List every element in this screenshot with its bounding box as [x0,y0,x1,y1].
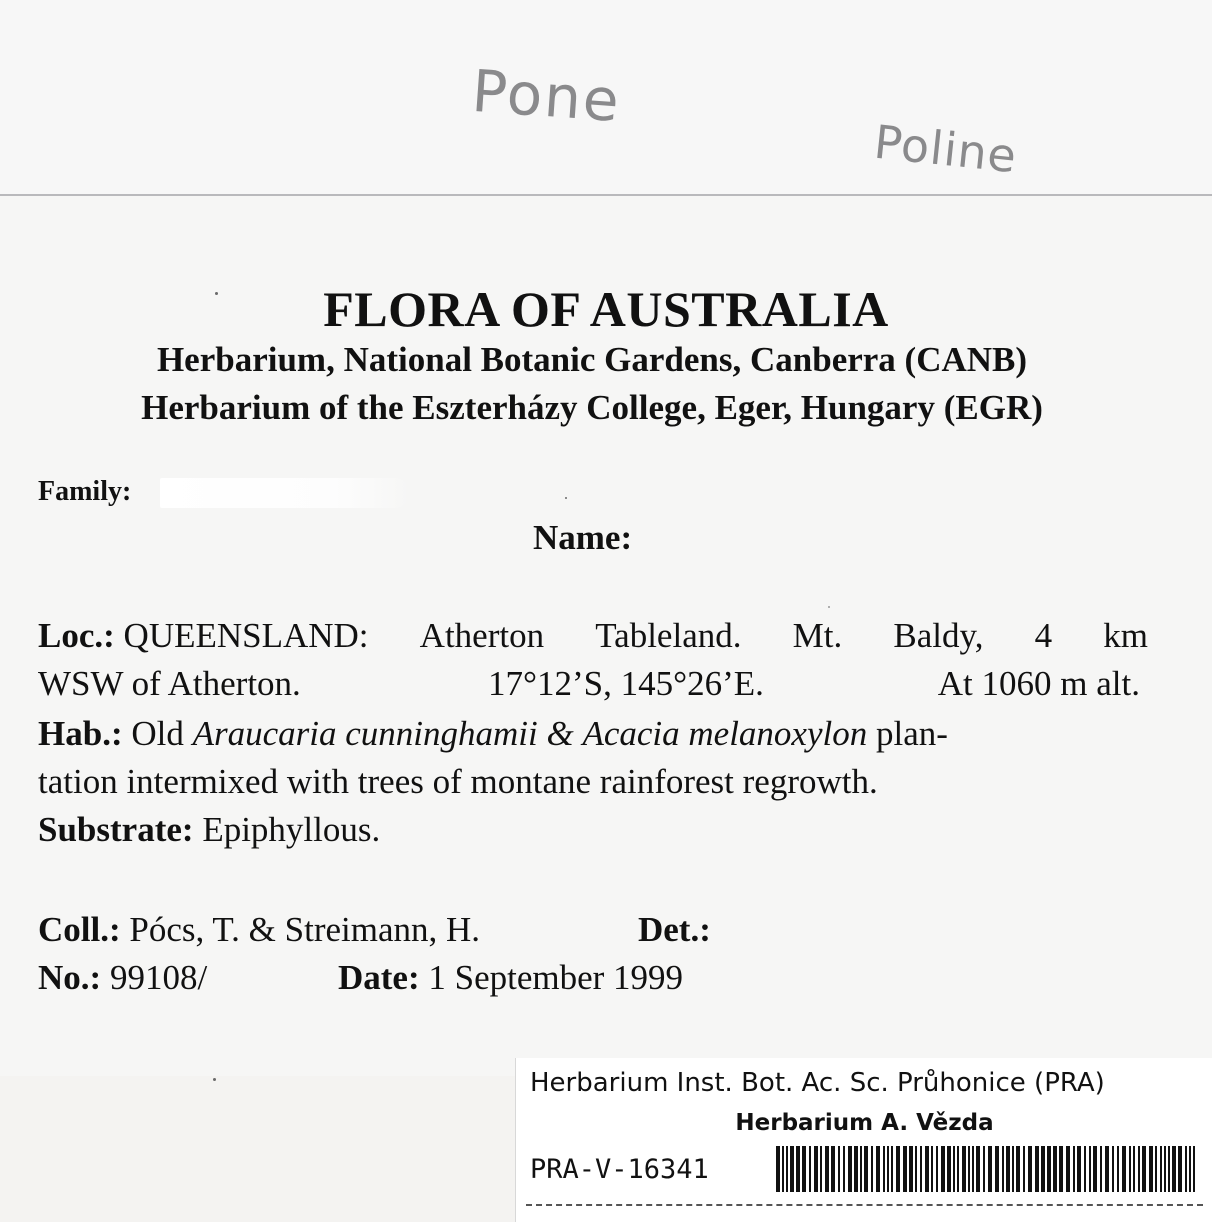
barcode-bar [962,1146,966,1192]
collector-line [38,910,711,950]
barcode-bar [1122,1146,1126,1192]
loc-word: Tableland. [595,616,742,655]
barcode-bar [1178,1146,1182,1192]
barcode-bar [1149,1146,1153,1192]
barcode-bar [909,1146,913,1192]
barcode-bar [876,1146,880,1192]
hab-species-1: Araucaria cunninghamii [192,714,538,753]
barcode-bar [891,1146,893,1192]
loc-word: Mt. [792,616,843,655]
no-label: No.: [38,958,102,997]
barcode-bar [1053,1146,1057,1192]
habitat-line-1 [38,714,1148,754]
barcode-bar [790,1146,794,1192]
speck [828,606,830,608]
barcode-bar [896,1146,900,1192]
barcode-bar [1189,1146,1191,1192]
hab-species-2: Acacia melanoxylon [582,714,868,753]
barcode-bar [925,1146,929,1192]
barcode-bar [1023,1146,1025,1192]
substrate-label: Substrate: [38,810,194,849]
date-group [338,958,683,998]
barcode-bar [838,1146,840,1192]
locality-altitude: At 1060 m alt. [937,664,1140,703]
barcode-bar [1172,1146,1176,1192]
hab-ampersand: & [546,714,574,753]
speck [565,497,567,499]
barcode-bar [1041,1146,1045,1192]
barcode-bar [983,1146,985,1192]
date-label: Date: [338,958,420,997]
barcode-bar [972,1146,974,1192]
barcode-bar [796,1146,800,1192]
barcode-bar [1016,1146,1020,1192]
barcode-bar [1133,1146,1135,1192]
barcode-bar [1185,1146,1187,1192]
barcode-bar [968,1146,970,1192]
barcode-bar [831,1146,835,1192]
barcode-bar [1059,1146,1063,1192]
barcode-bar [820,1146,822,1192]
barcode-bar [1089,1146,1091,1192]
barcode-bar [915,1146,917,1192]
locality-place: WSW of Atherton. [38,664,301,703]
barcode-bar [854,1146,858,1192]
barcode-bar [1084,1146,1086,1192]
habitat-line-2: tation intermixed with trees of montane rainforest regrowth. [38,762,878,801]
barcode-bar [1100,1146,1102,1192]
barcode-bar [988,1146,992,1192]
hab-text: Old [131,714,184,753]
barcode-bar [809,1146,811,1192]
institution-line-1: Herbarium, National Botanic Gardens, Canberra (CANB) [156,340,1028,379]
coll-value: Pócs, T. & Streimann, H. [129,910,481,949]
loc-word: 4 [1034,616,1053,655]
barcode-bar [1012,1146,1014,1192]
barcode-bar [1073,1146,1075,1192]
barcode-bar [871,1146,873,1192]
substrate-line [38,810,380,850]
barcode-bar [1112,1146,1114,1192]
barcode-bar [1155,1146,1157,1192]
pra-specimen-id: PRA-V-16341 [530,1154,709,1185]
loc-word: Baldy, [893,616,984,655]
barcode-bar [941,1146,945,1192]
barcode-bar [860,1146,862,1192]
hab-label: Hab.: [38,714,123,753]
barcode-bar [1117,1146,1119,1192]
family-label: Family: [38,476,132,507]
no-value: 99108/ [109,958,208,997]
number-line [38,958,684,998]
barcode-bar [1002,1146,1004,1192]
barcode-bar [864,1146,868,1192]
barcode-bar [931,1146,933,1192]
barcode-bar [825,1146,829,1192]
name-label: Name: [533,518,633,557]
barcode-bar [1093,1146,1097,1192]
barcode-bar [957,1146,959,1192]
barcode-bar [843,1146,845,1192]
pra-institution: Herbarium Inst. Bot. Ac. Sc. Průhonice (PRA) [530,1068,1105,1098]
barcode-bar [1129,1146,1131,1192]
loc-label: Loc.: [38,616,115,655]
barcode-bar [1047,1146,1051,1192]
pra-collection: Herbarium A. Vězda [735,1110,994,1136]
barcode-bar [814,1146,818,1192]
barcode-bar [1142,1146,1146,1192]
barcode-bar [1006,1146,1010,1192]
label-title: FLORA OF AUSTRALIA [323,281,889,337]
pencil-annotation-1: Pone [469,56,624,136]
pencil-annotation-2: Poline [871,114,1020,184]
barcode-bar [1168,1146,1170,1192]
family-erased-field [160,478,410,508]
coll-label: Coll.: [38,910,121,949]
barcode-bar [1193,1146,1195,1192]
barcode-bar [802,1146,806,1192]
substrate-value: Epiphyllous. [202,810,381,849]
barcode-bar [903,1146,907,1192]
barcode-bar [1077,1146,1081,1192]
barcode-bar [947,1146,951,1192]
locality-coordinates: 17°12’S, 145°26’E. [488,664,764,703]
hab-text-end: plan- [875,714,948,753]
loc-word: Atherton [419,616,545,655]
cut-line [526,1204,1203,1206]
barcode-bar [953,1146,955,1192]
barcode-bar [920,1146,922,1192]
barcode-bar [887,1146,889,1192]
det-label: Det.: [638,910,711,949]
barcode-bar [1160,1146,1162,1192]
barcode-bar [1035,1146,1039,1192]
barcode-bar [848,1146,852,1192]
barcode-bar [786,1146,788,1192]
barcode-bar [1066,1146,1070,1192]
speck [213,1078,216,1081]
barcode-bar [883,1146,885,1192]
date-value: 1 September 1999 [428,958,684,997]
barcode-bar [936,1146,938,1192]
pra-barcode-card [515,1058,1212,1222]
barcode-bar [1164,1146,1166,1192]
barcode-bar [1028,1146,1032,1192]
barcode-icon [776,1146,1196,1192]
locality-line-1 [38,616,1148,656]
institution-line-2: Herbarium of the Eszterházy College, Eger, Hungary (EGR) [141,388,1043,427]
barcode-bar [776,1146,780,1192]
barcode-bar [976,1146,980,1192]
loc-word: QUEENSLAND: [123,616,369,655]
barcode-bar [782,1146,784,1192]
barcode-bar [1138,1146,1140,1192]
barcode-bar [1105,1146,1109,1192]
barcode-bar [995,1146,999,1192]
loc-word: km [1103,616,1148,655]
